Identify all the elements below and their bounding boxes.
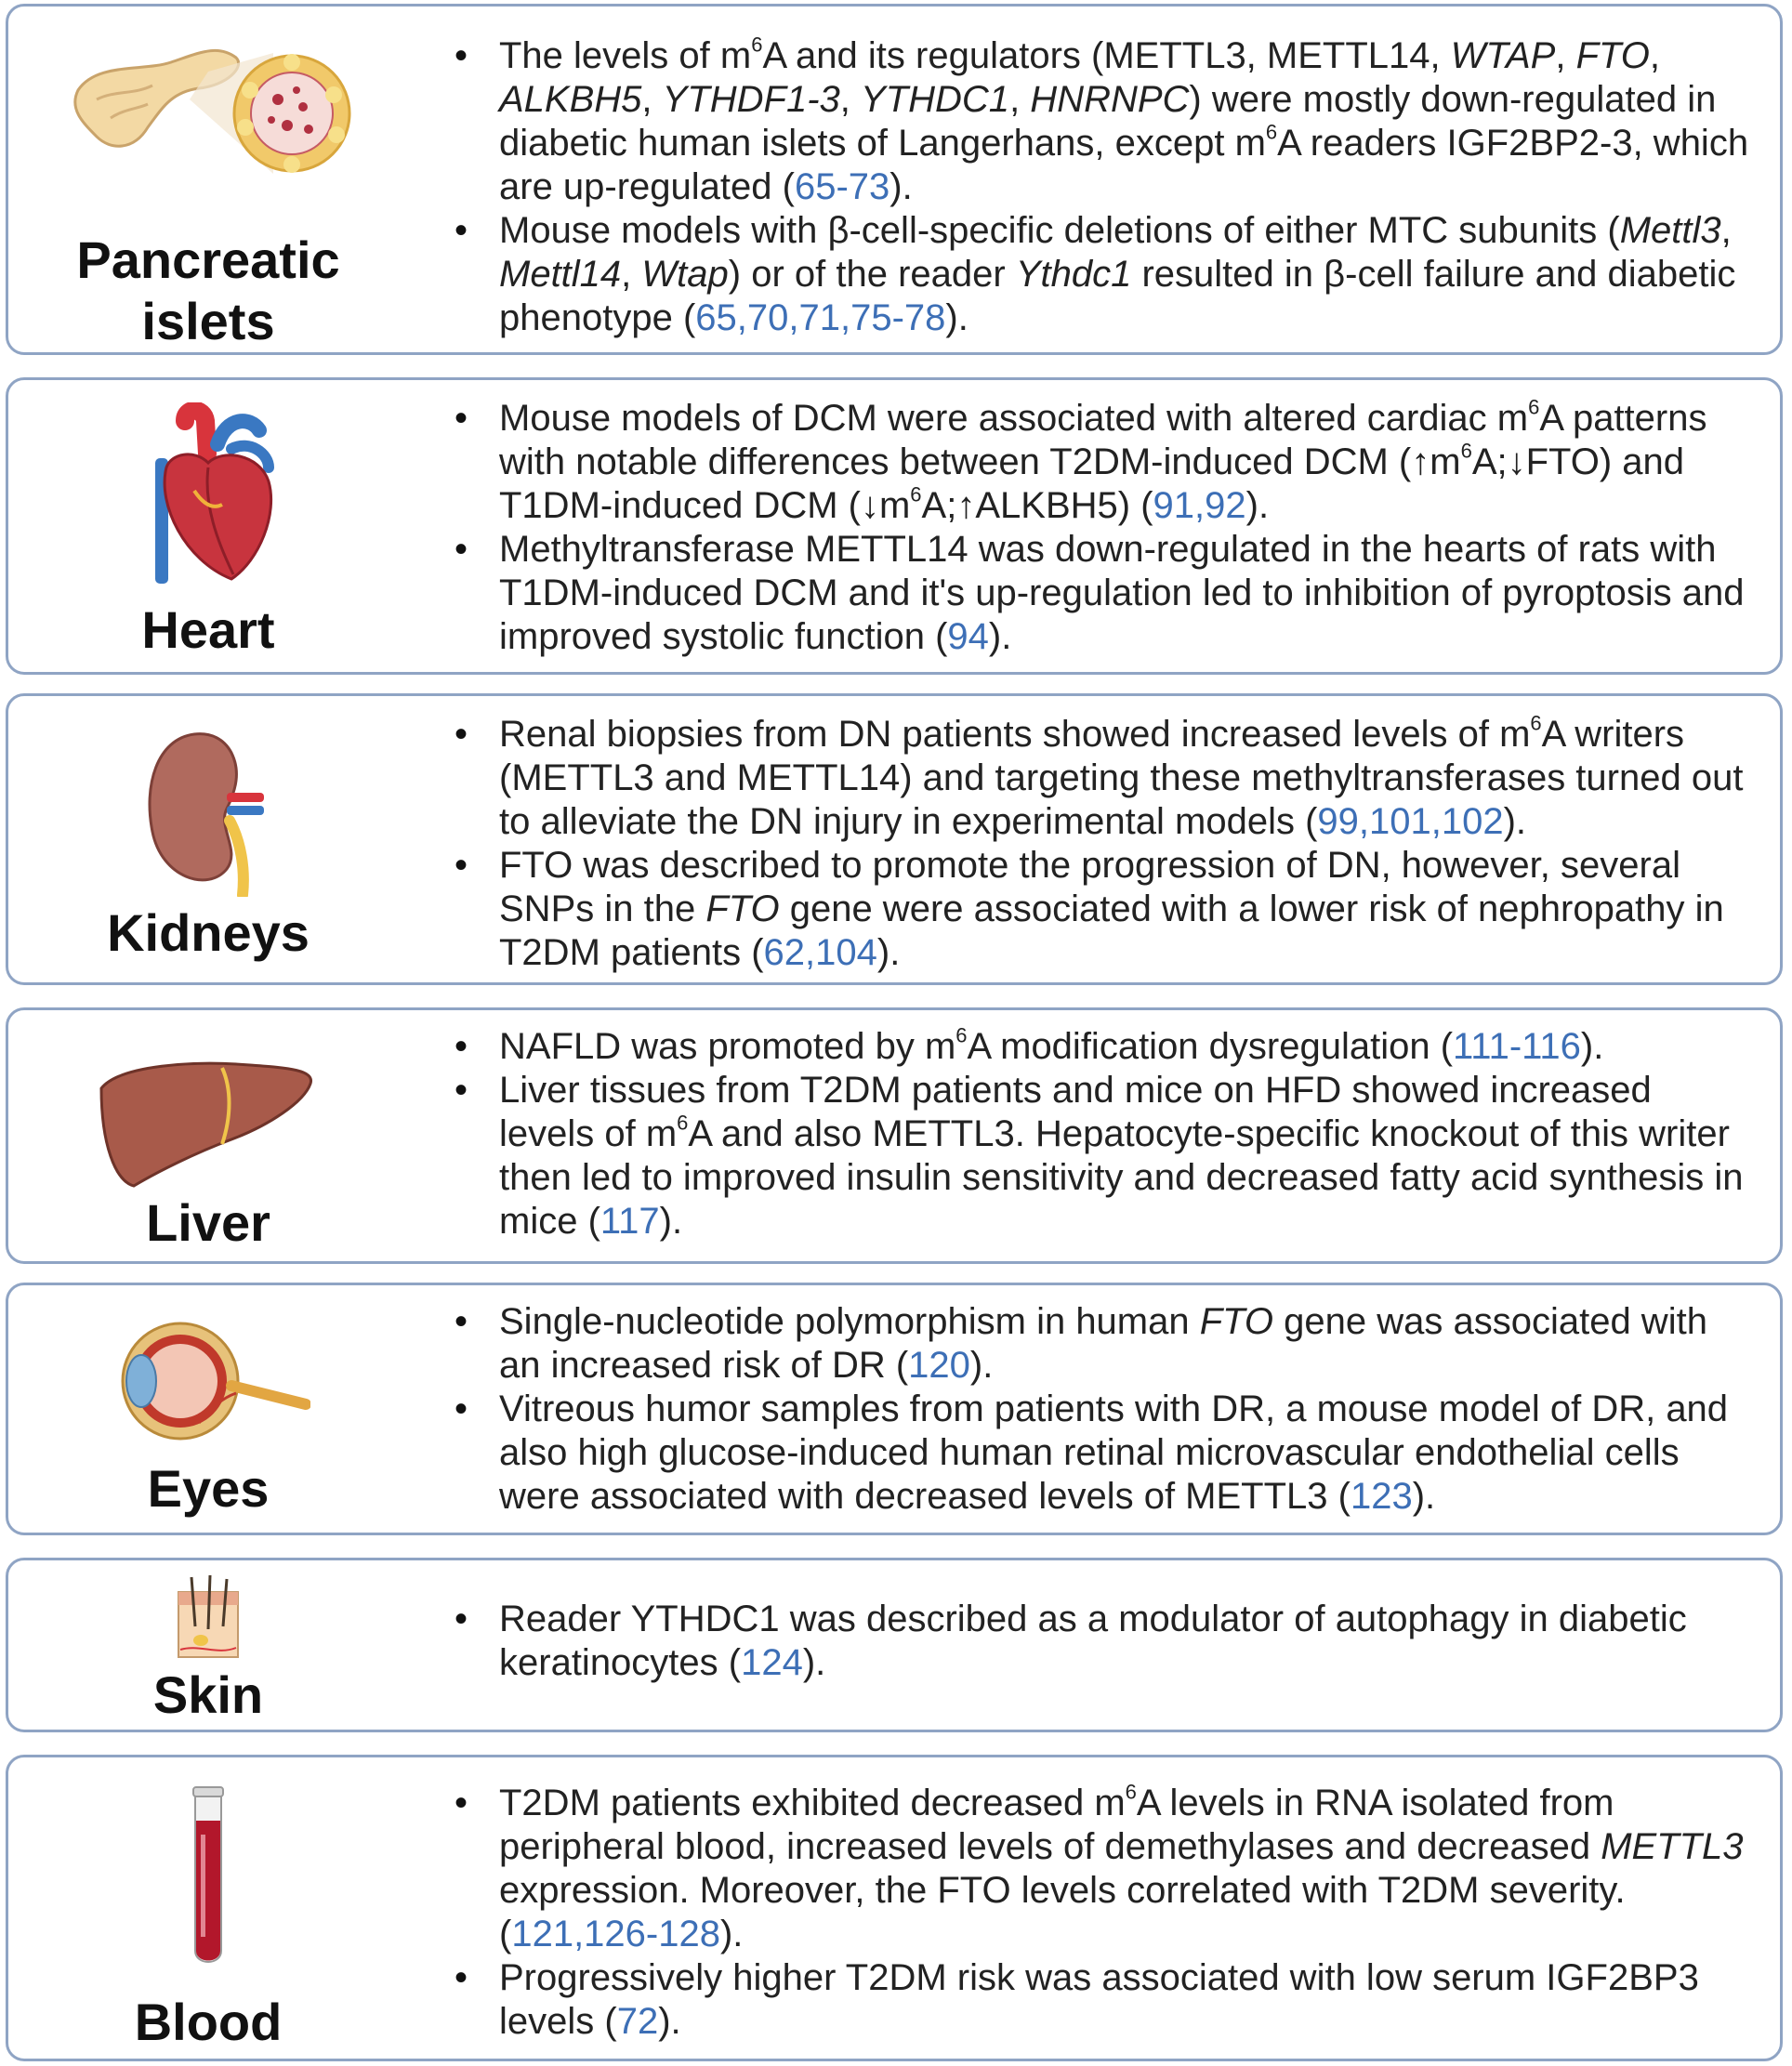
reference-link[interactable]: 65,70,71,75-78 [695, 297, 946, 338]
organ-column [8, 7, 408, 352]
bullet-list [453, 713, 1752, 975]
organ-column [8, 1285, 408, 1533]
bullet-item: • Reader YTHDC1 was described as a modulator of autophagy in diabetic keratinocytes (124). [453, 1598, 1752, 1685]
bullet-item: • Progressively higher T2DM risk was associated with low serum IGF2BP3 levels (72). [453, 1956, 1752, 2044]
organ-column [8, 1010, 408, 1261]
reference-link[interactable]: 65-73 [794, 166, 890, 207]
organ-name-line1: Pancreatic [76, 230, 340, 289]
eye-icon [106, 1311, 310, 1451]
panel-kidneys [6, 693, 1783, 985]
reference-link[interactable]: 111-116 [1453, 1026, 1581, 1067]
reference-link[interactable]: 124 [741, 1642, 803, 1683]
panel-liver [6, 1007, 1783, 1264]
organ-name [8, 230, 408, 352]
pancreas-islet-icon [59, 34, 357, 192]
panel-pancreatic-islets [6, 4, 1783, 355]
organ-column [8, 380, 408, 672]
bullet-list [453, 1782, 1752, 2044]
organ-name: Eyes [147, 1459, 270, 1518]
liver-icon [92, 1051, 324, 1191]
bullet-item: • Methyltransferase METTL14 was down-regulated in the hearts of rats with T1DM-induced DCM and it's up-regulation led to inhibition of pyroptosis and improved systolic function (94). [453, 528, 1752, 659]
bullet-list [453, 1025, 1752, 1244]
bullet-item: • T2DM patients exhibited decreased $m^6A$ levels in RNA isolated from peripheral blood, increased levels of demethylases and decreased METTL3 expression. Moreover, the FTO levels correlated with T2DM severity. (121,126-128). [453, 1782, 1752, 1956]
bullet-item: • NAFLD was promoted by $m^6A$ modification dysregulation (111-116). [453, 1025, 1752, 1069]
panel-eyes [6, 1283, 1783, 1535]
bullet-item: • Mouse models with β-cell-specific deletions of either MTC subunits (Mettl3, Mettl14, Wtap) or of the reader Ythdc1 resulted in β-cell failure and diabetic phenotype (65,70,71,75-78). [453, 209, 1752, 340]
organ-column [8, 1560, 408, 1730]
bullet-item: • Mouse models of DCM were associated with altered cardiac $m^6A$ patterns with notable differences between T2DM-induced DCM $(↑m^6A;↓FTO)$ and T1DM-induced DCM $(↓m^6A;↑ALKBH5)$ (91,92). [453, 397, 1752, 528]
bullet-item: • FTO was described to promote the progression of DN, however, several SNPs in the FTO gene were associated with a lower risk of nephropathy in T2DM patients (62,104). [453, 844, 1752, 975]
reference-link[interactable]: 94 [947, 616, 989, 657]
organ-name: Liver [146, 1193, 270, 1252]
bullet-item: • Renal biopsies from DN patients showed increased levels of $m^6A$ writers (METTL3 and METTL14) and targeting these methyltransferases turned out to alleviate the DN injury in experimental models (99,101,102). [453, 713, 1752, 844]
organ-name: Blood [134, 1993, 283, 2051]
heart-icon [129, 402, 287, 588]
bullet-item: • Vitreous humor samples from patients with DR, a mouse model of DR, and also high glucose-induced human retinal microvascular endothelial cells were associated with decreased levels of METTL3 (123). [453, 1388, 1752, 1519]
panel-heart [6, 377, 1783, 675]
organ-name: Kidneys [107, 903, 310, 962]
bullet-list [453, 1598, 1752, 1685]
bullet-item: • Liver tissues from T2DM patients and mice on HFD showed increased levels of $m^6A$ and also METTL3. Hepatocyte-specific knockout of this writer then led to improved insulin sensitivity and decreased fatty acid synthesis in mice (117). [453, 1069, 1752, 1244]
bullet-list [453, 1300, 1752, 1519]
reference-link[interactable]: 117 [600, 1201, 660, 1242]
bullet-list [453, 34, 1752, 340]
organ-column [8, 696, 408, 982]
organ-name-line2: islets [141, 292, 275, 350]
reference-link[interactable]: 62,104 [763, 932, 877, 973]
organ-name: Skin [152, 1665, 264, 1724]
bullet-list [453, 397, 1752, 659]
reference-link[interactable]: 91,92 [1153, 485, 1246, 526]
blood-tube-icon [180, 1783, 236, 1969]
reference-link[interactable]: 120 [908, 1345, 970, 1386]
reference-link[interactable]: 99,101,102 [1317, 801, 1504, 842]
skin-icon [171, 1575, 245, 1664]
panel-skin [6, 1558, 1783, 1732]
bullet-item: • The levels of $m^6A$ and its regulators (METTL3, METTL14, WTAP, FTO, ALKBH5, YTHDF1-3, YTHDC1, HNRNPC) were mostly down-regulated in diabetic human islets of Langerhans, except $m^6A$ readers IGF2BP2-3, which are up-regulated (65-73). [453, 34, 1752, 209]
organ-column [8, 1757, 408, 2059]
kidney-icon [138, 720, 278, 897]
panel-blood [6, 1755, 1783, 2061]
organ-name: Heart [141, 600, 275, 659]
bullet-item: • Single-nucleotide polymorphism in human FTO gene was associated with an increased risk of DR (120). [453, 1300, 1752, 1388]
reference-link[interactable]: 123 [1350, 1476, 1413, 1517]
reference-link[interactable]: 72 [616, 2001, 659, 2042]
reference-link[interactable]: 121,126-128 [511, 1914, 720, 1954]
